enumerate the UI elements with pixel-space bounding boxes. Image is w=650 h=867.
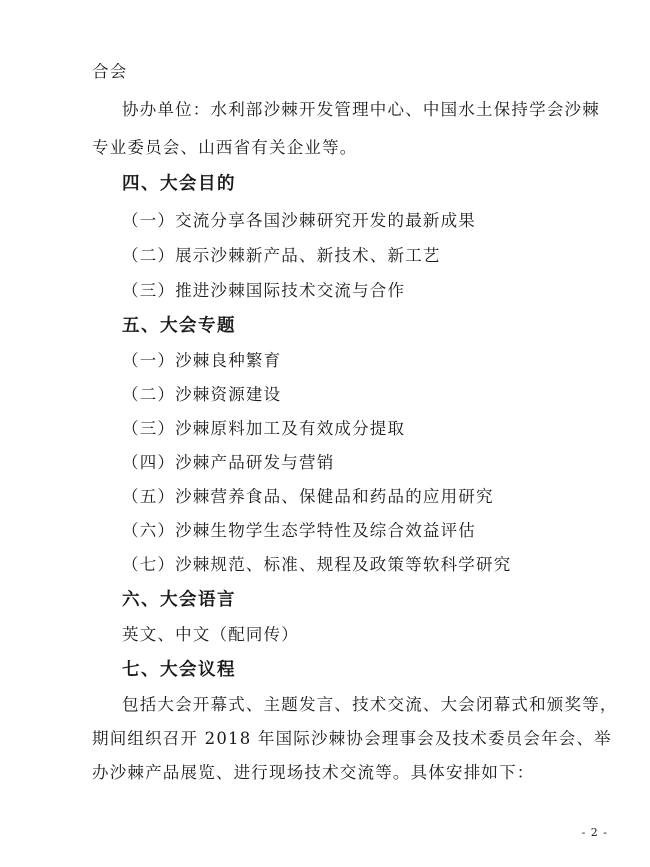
section-5-heading: 五、大会专题 [122, 316, 236, 336]
co-organizers-line-1: 协办单位：水利部沙棘开发管理中心、中国水土保持学会沙棘 [122, 100, 600, 119]
page-number: - 2 - [581, 826, 608, 839]
section-5-item-5: （五）沙棘营养食品、保健品和药品的应用研究 [122, 487, 494, 506]
section-4-item-2: （二）展示沙棘新产品、新技术、新工艺 [122, 246, 441, 265]
section-7-heading: 七、大会议程 [122, 660, 236, 680]
section-6-text: 英文、中文（配同传） [122, 625, 299, 644]
section-5-item-2: （二）沙棘资源建设 [122, 385, 282, 404]
co-organizers-line-2: 专业委员会、山西省有关企业等。 [92, 138, 358, 157]
section-4-item-1: （一）交流分享各国沙棘研究开发的最新成果 [122, 211, 476, 230]
section-5-item-6: （六）沙棘生物学生态学特性及综合效益评估 [122, 521, 476, 540]
section-7-paragraph-line-2: 期间组织召开 2018 年国际沙棘协会理事会及技术委员会年会、举 [92, 729, 612, 748]
section-5-item-3: （三）沙棘原料加工及有效成分提取 [122, 419, 406, 438]
continued-text: 合会 [92, 62, 128, 81]
section-5-item-7: （七）沙棘规范、标准、规程及政策等软科学研究 [122, 555, 512, 574]
section-7-paragraph-line-1: 包括大会开幕式、主题发言、技术交流、大会闭幕式和颁奖等， [122, 695, 618, 714]
section-5-item-1: （一）沙棘良种繁育 [122, 351, 282, 370]
section-4-item-3: （三）推进沙棘国际技术交流与合作 [122, 281, 406, 300]
section-4-heading: 四、大会目的 [122, 174, 236, 194]
section-7-paragraph-line-3: 办沙棘产品展览、进行现场技术交流等。具体安排如下： [92, 763, 535, 782]
section-5-item-4: （四）沙棘产品研发与营销 [122, 453, 335, 472]
section-6-heading: 六、大会语言 [122, 590, 236, 610]
